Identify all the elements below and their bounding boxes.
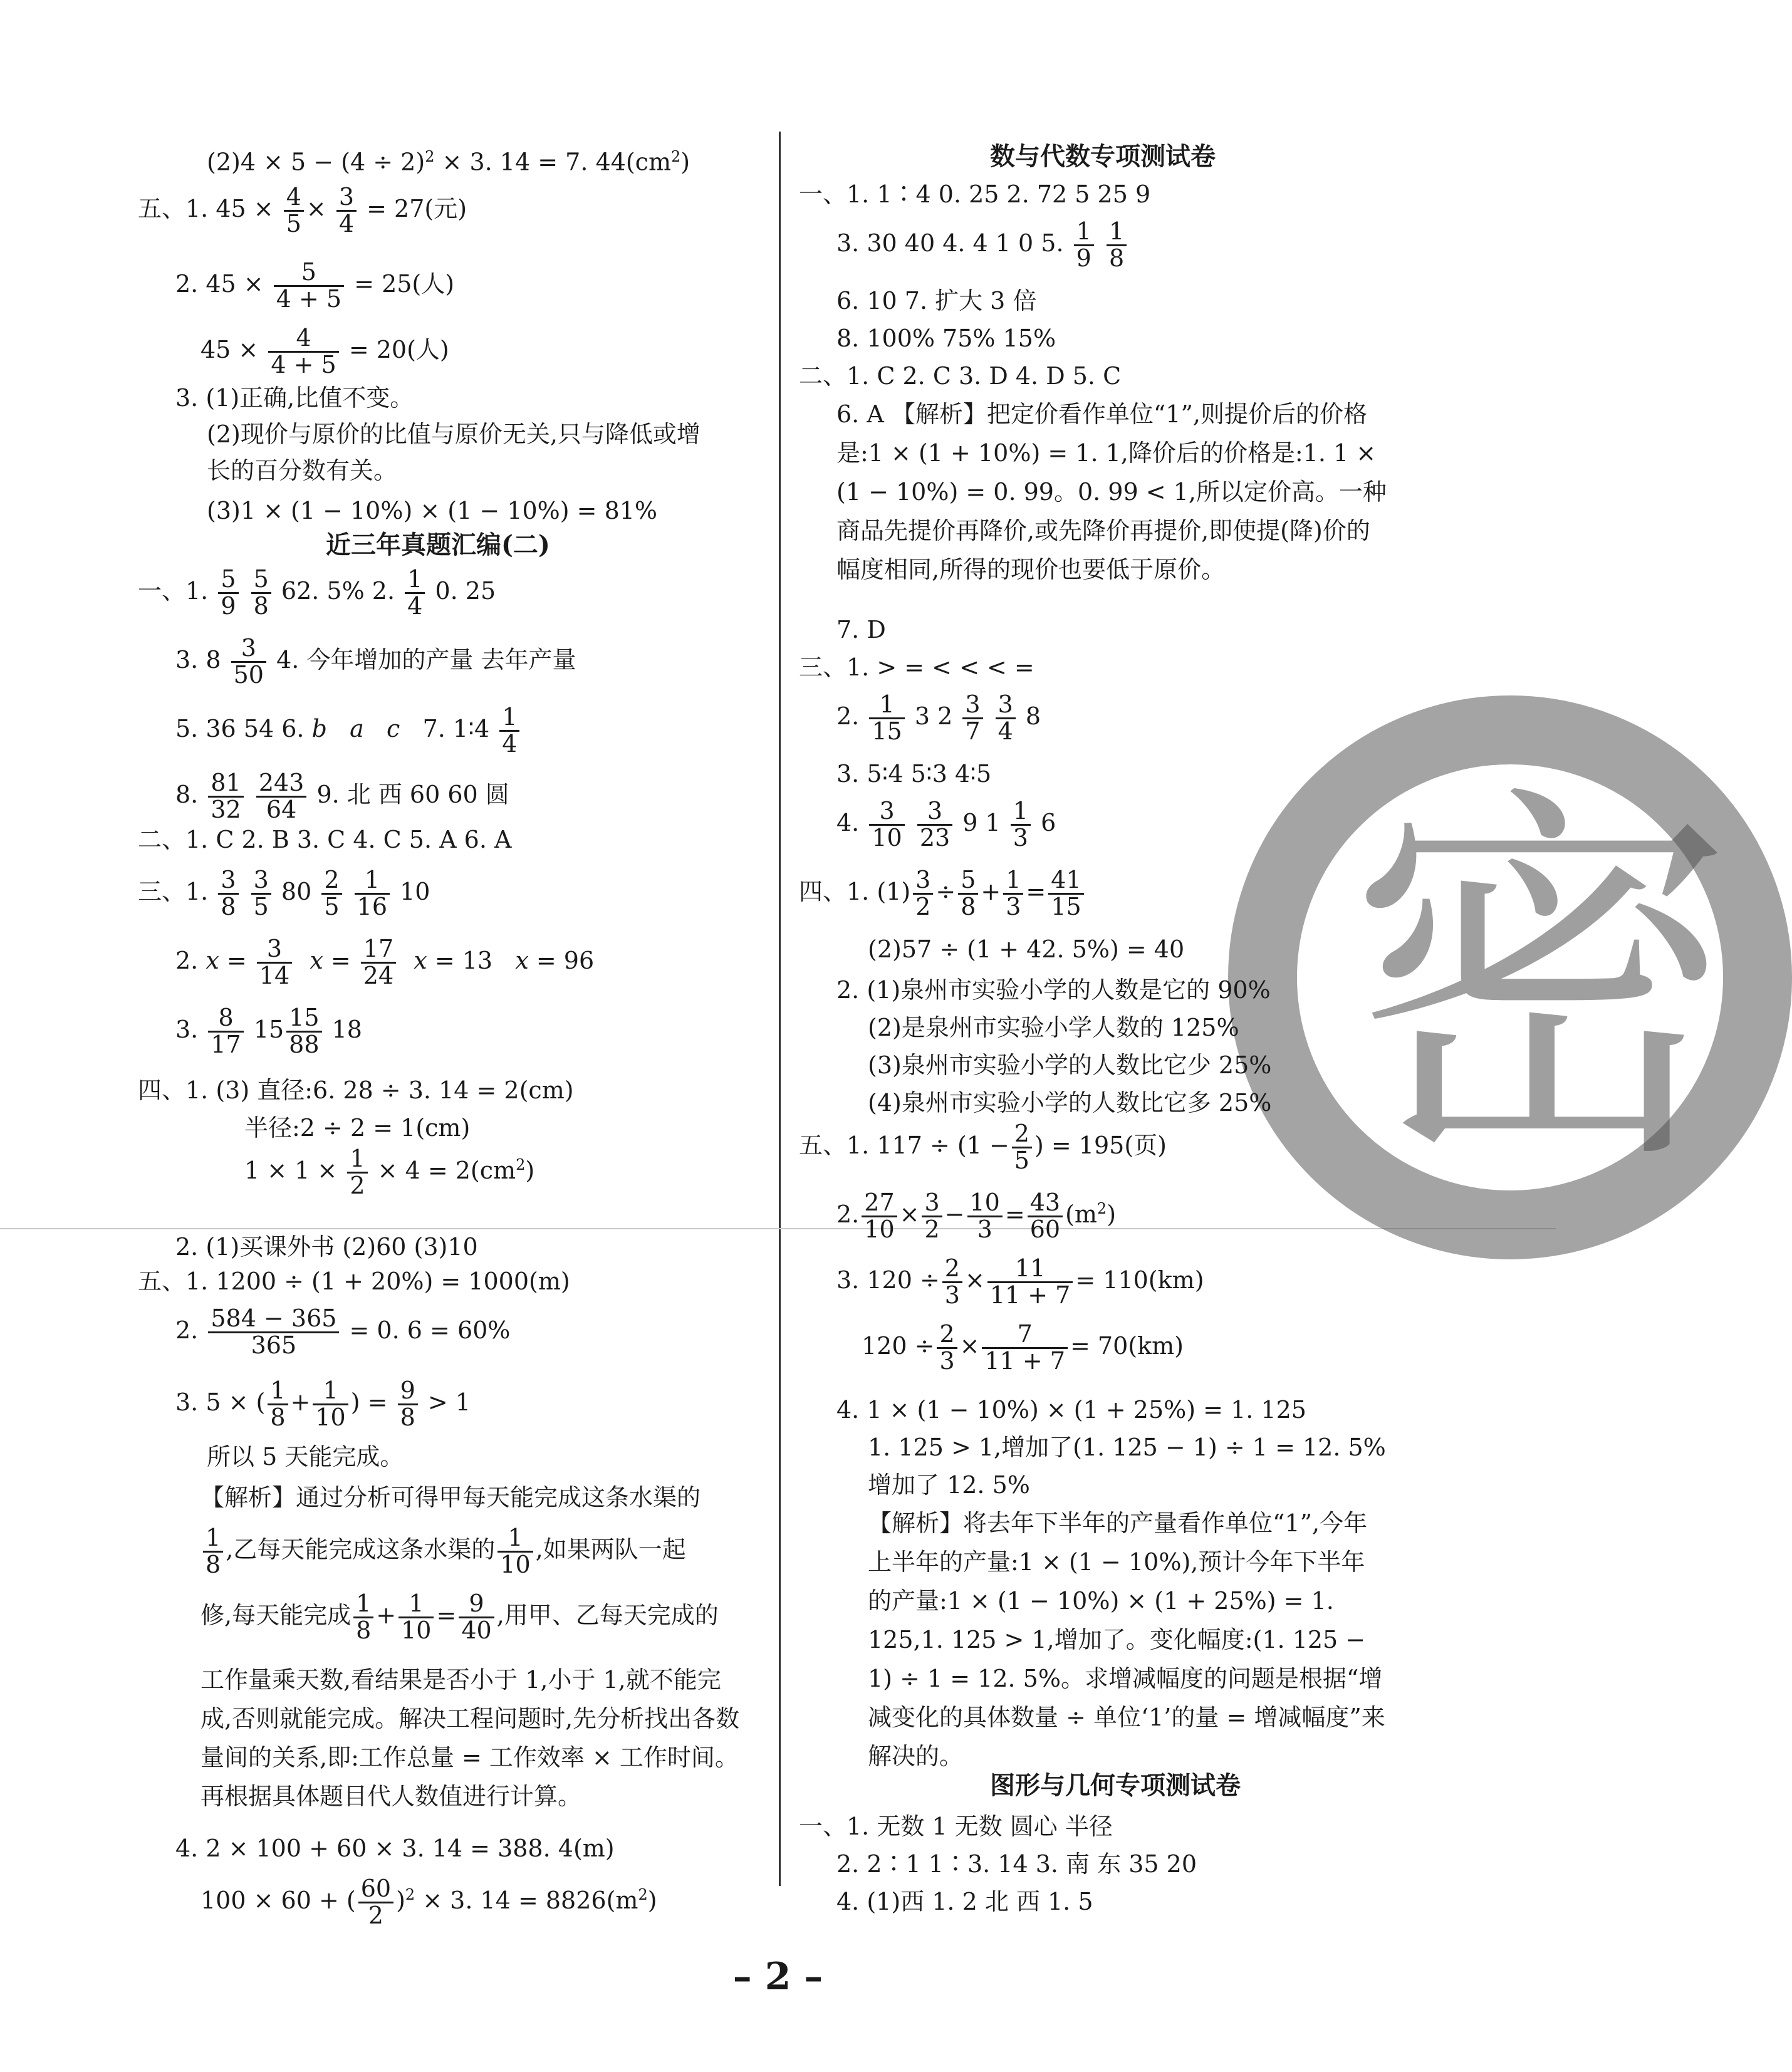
fraction: $\frac{1}{8}$ <box>268 1378 288 1430</box>
answer-line: 4. $\frac{3}{10}$ $\frac{3}{23}$ 9 1 $\frac{1}{3}$ 6 <box>836 797 1056 851</box>
answer-line: 2. (1)泉州市实验小学的人数是它的 90% <box>836 976 1271 1004</box>
fraction: $\frac{1}{8}$ <box>353 1591 373 1643</box>
section-heading: 近三年真题汇编(二) <box>326 530 550 560</box>
analysis-paragraph: 【解析】将去年下半年的产量看作单位“1”,今年上半年的产量:1 × (1 − 10%),预计今年下半年的产量:1 × (1 − 10%) × (1 + 25%) = 1. 125,1. 125 > 1,增加了。变化幅度:(1. 125 − 1) ÷ 1 = 12. 5%。求增减幅度的问题是根据“增减变化的具体数量 ÷ 单位‘1’的量 = 增减幅度”来解决的。 <box>868 1509 1385 1770</box>
answer-line: 8. $\frac{81}{32}$ $\frac{243}{64}$ 9. 北 西 60 60 圆 <box>175 769 509 823</box>
analysis-line: 【解析】通过分析可得甲每天能完成这条水渠的 <box>201 1484 701 1511</box>
analysis-paragraph: 6. A 【解析】把定价看作单位“1”,则提价后的价格是:1 × (1 + 10%) = 1. 1,降价后的价格是:1. 1 × (1 − 10%) = 0. 99。0. 99 < 1,所以定价高。一种商品先提价再降价,或先降价再提价,即使提(降)价的幅度相同,所得的现价也要低于原价。 <box>836 400 1387 583</box>
answer-line: 3. 30 40 4. 4 1 0 5. $\frac{1}{9}$ $\frac{1}{8}$ <box>836 219 1129 271</box>
fraction: $\frac{1}{8}$ <box>1107 219 1127 271</box>
answer-line: (3)1 × (1 − 10%) × (1 − 10%) = 81% <box>207 497 658 524</box>
answer-line: 2. 2∶1 1∶3. 14 3. 南 东 35 20 <box>836 1850 1197 1878</box>
answer-line: 2. x = $\frac{3}{14}$ x = $\frac{17}{24}$ x = 13 x = 96 <box>175 935 595 989</box>
answer-line: (4)泉州市实验小学的人数比它多 25% <box>868 1089 1272 1117</box>
answer-line: 一、1. 1∶4 0. 25 2. 72 5 25 9 <box>799 180 1151 208</box>
fraction: $\frac{60}{2}$ <box>358 1877 393 1929</box>
fraction: $\frac{1}{2}$ <box>347 1147 367 1199</box>
fraction: $\frac{5}{8}$ <box>958 868 978 920</box>
fraction: $\frac{2}{3}$ <box>942 1256 962 1308</box>
fraction: $\frac{3}{23}$ <box>917 799 952 851</box>
answer-line: 五、1. 45 × $\frac{4}{5}$ × $\frac{3}{4}$ = 27(元) <box>138 183 467 237</box>
fraction: $\frac{1}{9}$ <box>1074 219 1094 271</box>
fraction: $\frac{8}{17}$ <box>208 1006 243 1058</box>
fraction: $\frac{584 - 365}{365}$ <box>208 1306 339 1358</box>
answer-line: 1. 125 > 1,增加了(1. 125 − 1) ÷ 1 = 12. 5% <box>868 1434 1386 1461</box>
answer-line: 7. D <box>836 616 886 643</box>
fraction: $\frac{4}{4 + 5}$ <box>268 326 338 378</box>
answer-line: 2. $\frac{1}{15}$ 3 2 $\frac{3}{7}$ $\frac{3}{4}$ 8 <box>836 690 1041 745</box>
answer-line: 4. 1 × (1 − 10%) × (1 + 25%) = 1. 125 <box>836 1396 1306 1424</box>
fraction: $\frac{4}{5}$ <box>284 185 304 237</box>
fraction: $\frac{27}{10}$ <box>862 1190 897 1242</box>
answer-line: 五、1. 1200 ÷ (1 + 20%) = 1000(m) <box>138 1268 570 1295</box>
fraction: $\frac{1}{16}$ <box>355 868 390 920</box>
answer-line: 2. $\frac{27}{10}$ × $\frac{3}{2}$ − $\frac{10}{3}$ = $\frac{43}{60}$ $(m^2)$ <box>836 1189 1117 1243</box>
answer-line: 2. (1)买课外书 (2)60 (3)10 <box>175 1233 478 1261</box>
fraction: $\frac{5}{4 + 5}$ <box>274 260 344 312</box>
answer-line: 半径:2 ÷ 2 = 1(cm) <box>244 1114 471 1142</box>
fraction: $\frac{3}{4}$ <box>996 692 1016 744</box>
answer-line: 45 × $\frac{4}{4 + 5}$ = 20(人) <box>201 324 449 378</box>
fraction: $\frac{5}{9}$ <box>218 567 238 619</box>
answer-line: 二、1. C 2. B 3. C 4. C 5. A 6. A <box>138 826 512 853</box>
answer-line: (3)泉州市实验小学的人数比它少 25% <box>868 1051 1272 1079</box>
fraction: $\frac{1}{4}$ <box>405 567 425 619</box>
fraction: $\frac{1}{4}$ <box>499 705 519 757</box>
answer-line: 4. 2 × 100 + 60 × 3. 14 = 388. 4(m) <box>175 1835 615 1862</box>
fraction: $\frac{9}{8}$ <box>398 1378 418 1430</box>
answer-line: 3. (1)正确,比值不变。 <box>175 384 414 412</box>
answer-line: 3. 120 ÷ $\frac{2}{3}$ × $\frac{11}{11 + 7}$ = 110(km) <box>836 1254 1204 1309</box>
fraction: $\frac{3}{8}$ <box>218 868 238 920</box>
answer-line: (2)57 ÷ (1 + 42. 5%) = 40 <box>868 935 1185 963</box>
answer-line: 所以 5 天能完成。 <box>207 1443 404 1471</box>
fraction: $\frac{1}{10}$ <box>313 1378 348 1430</box>
page-number: – 2 – <box>732 1955 823 1999</box>
section-heading: 数与代数专项测试卷 <box>990 142 1216 171</box>
fraction: $\frac{3}{10}$ <box>869 799 904 851</box>
fraction: $\frac{2}{5}$ <box>321 868 341 920</box>
fraction: $\frac{243}{64}$ <box>256 771 307 823</box>
answer-line: 100 × 60 + ( $\frac{60}{2}$ )$^2$ × 3. $14 = 8826(m^2)$ <box>201 1875 657 1929</box>
fraction: $\frac{1}{3}$ <box>1003 868 1023 920</box>
answer-line: 四、1. (3) 直径:6. 28 ÷ 3. 14 = 2(cm) <box>138 1076 574 1104</box>
answer-line: 3. 5∶4 5∶3 4∶5 <box>836 760 992 788</box>
column-divider <box>779 132 781 1886</box>
fraction: $\frac{3}{4}$ <box>336 185 357 237</box>
fraction: $\frac{3}{2}$ <box>922 1190 942 1242</box>
answer-line: 四、1. (1) $\frac{3}{2}$ ÷ $\frac{5}{8}$ + $\frac{1}{3}$ = $\frac{41}{15}$ <box>799 868 1086 920</box>
answer-line: 4. (1)西 1. 2 北 西 1. 5 <box>836 1888 1093 1915</box>
fraction: $\frac{43}{60}$ <box>1028 1190 1063 1242</box>
seal-character: 密 <box>1347 757 1736 1209</box>
answer-line: 3. 5 × ( $\frac{1}{8}$ + $\frac{1}{10}$ ) = $\frac{9}{8}$ > 1 <box>175 1377 471 1431</box>
fraction: $\frac{1}{10}$ <box>497 1526 533 1578</box>
answer-line: 2. 45 × $\frac{5}{4 + 5}$ = 25(人) <box>175 258 455 313</box>
answer-line: 5. 36 54 6. b a c 7. 1∶4 $\frac{1}{4}$ <box>175 705 522 757</box>
fraction: $\frac{7}{11 + 7}$ <box>982 1322 1068 1374</box>
fraction: $\frac{3}{7}$ <box>962 692 982 744</box>
section-heading: 图形与几何专项测试卷 <box>990 1771 1241 1800</box>
fraction: $\frac{17}{24}$ <box>361 937 396 989</box>
answer-line: 一、1. $\frac{5}{9}$ $\frac{5}{8}$ 62. 5% 2. $\frac{1}{4}$ 0. 25 <box>138 565 496 620</box>
answer-line: 3. $\frac{8}{17}$ 15 $\frac{15}{88}$ 18 <box>175 1004 362 1058</box>
fraction: $\frac{1}{15}$ <box>869 692 904 744</box>
fraction: $\frac{2}{3}$ <box>937 1322 957 1374</box>
fraction: $\frac{10}{3}$ <box>967 1190 1003 1242</box>
answer-line: 120 ÷ $\frac{2}{3}$ × $\frac{7}{11 + 7}$ = 70(km) <box>862 1320 1184 1375</box>
answer-line: 一、1. 无数 1 无数 圆心 半径 <box>799 1813 1113 1840</box>
fraction: $\frac{11}{11 + 7}$ <box>987 1256 1073 1308</box>
answer-line: 五、1. 117 ÷ (1 − $\frac{2}{5}$ ) = 195(页) <box>799 1120 1167 1174</box>
fraction: $\frac{3}{5}$ <box>251 868 271 920</box>
fraction: $\frac{1}{8}$ <box>203 1526 223 1578</box>
answer-line: 2. $\frac{584 - 365}{365}$ = 0. 6 = 60% <box>175 1304 511 1359</box>
fold-line <box>0 1228 1556 1229</box>
answer-line: 8. 100% 75% 15% <box>836 325 1056 352</box>
answer-line: $(2)4 \times 5 - (4 \div 2)^2 \times 3$. 14 = 7. $44(cm^2)$ <box>207 148 690 176</box>
fraction: $\frac{1}{3}$ <box>1011 799 1031 851</box>
fraction: $\frac{41}{15}$ <box>1048 868 1083 920</box>
seal-stamp <box>1228 695 1792 1259</box>
fraction: $\frac{2}{5}$ <box>1012 1122 1032 1174</box>
answer-line: 三、1. > = < < < = <box>799 653 1034 681</box>
fraction: $\frac{3}{2}$ <box>913 868 933 920</box>
fraction: $\frac{81}{32}$ <box>208 771 243 823</box>
answer-line: 3. 8 $\frac{3}{50}$ 4. 今年增加的产量 去年产量 <box>175 634 576 689</box>
answer-line: (2)是泉州市实验小学人数的 125% <box>868 1014 1239 1041</box>
fraction: $\frac{1}{10}$ <box>399 1591 434 1643</box>
analysis-paragraph: 工作量乘天数,看结果是否小于 1,小于 1,就不能完成,否则就能完成。解决工程问题时,先分析找出各数量间的关系,即:工作总量 = 工作效率 × 工作时间。再根据具体题目代人数值进行计算。 <box>201 1666 740 1810</box>
answer-line: 1 × 1 × $\frac{1}{2}$ × $4 = 2(cm^2)$ <box>244 1145 535 1199</box>
answer-line: 增加了 12. 5% <box>868 1471 1030 1499</box>
answer-line: 6. 10 7. 扩大 3 倍 <box>836 287 1037 315</box>
answer-line: 二、1. C 2. C 3. D 4. D 5. C <box>799 362 1122 390</box>
fraction: $\frac{3}{50}$ <box>231 636 266 688</box>
fraction: $\frac{15}{88}$ <box>286 1006 321 1058</box>
fraction: $\frac{3}{14}$ <box>257 937 292 989</box>
answer-line: (2)现价与原价的比值与原价无关,只与降低或增 <box>207 420 701 448</box>
answer-line: 三、1. $\frac{3}{8}$ $\frac{3}{5}$ 80 $\frac{2}{5}$ $\frac{1}{16}$ 10 <box>138 866 430 920</box>
fraction: $\frac{5}{8}$ <box>251 567 271 619</box>
fraction: $\frac{9}{40}$ <box>459 1591 494 1643</box>
answer-line: 长的百分数有关。 <box>207 457 398 484</box>
analysis-line: $\frac{1}{8}$ ,乙每天能完成这条水渠的 $\frac{1}{10}$ ,如果两队一起 <box>201 1526 686 1578</box>
analysis-line: 修,每天能完成 $\frac{1}{8}$ + $\frac{1}{10}$ = $\frac{9}{40}$ ,用甲、乙每天完成的 <box>201 1590 719 1644</box>
